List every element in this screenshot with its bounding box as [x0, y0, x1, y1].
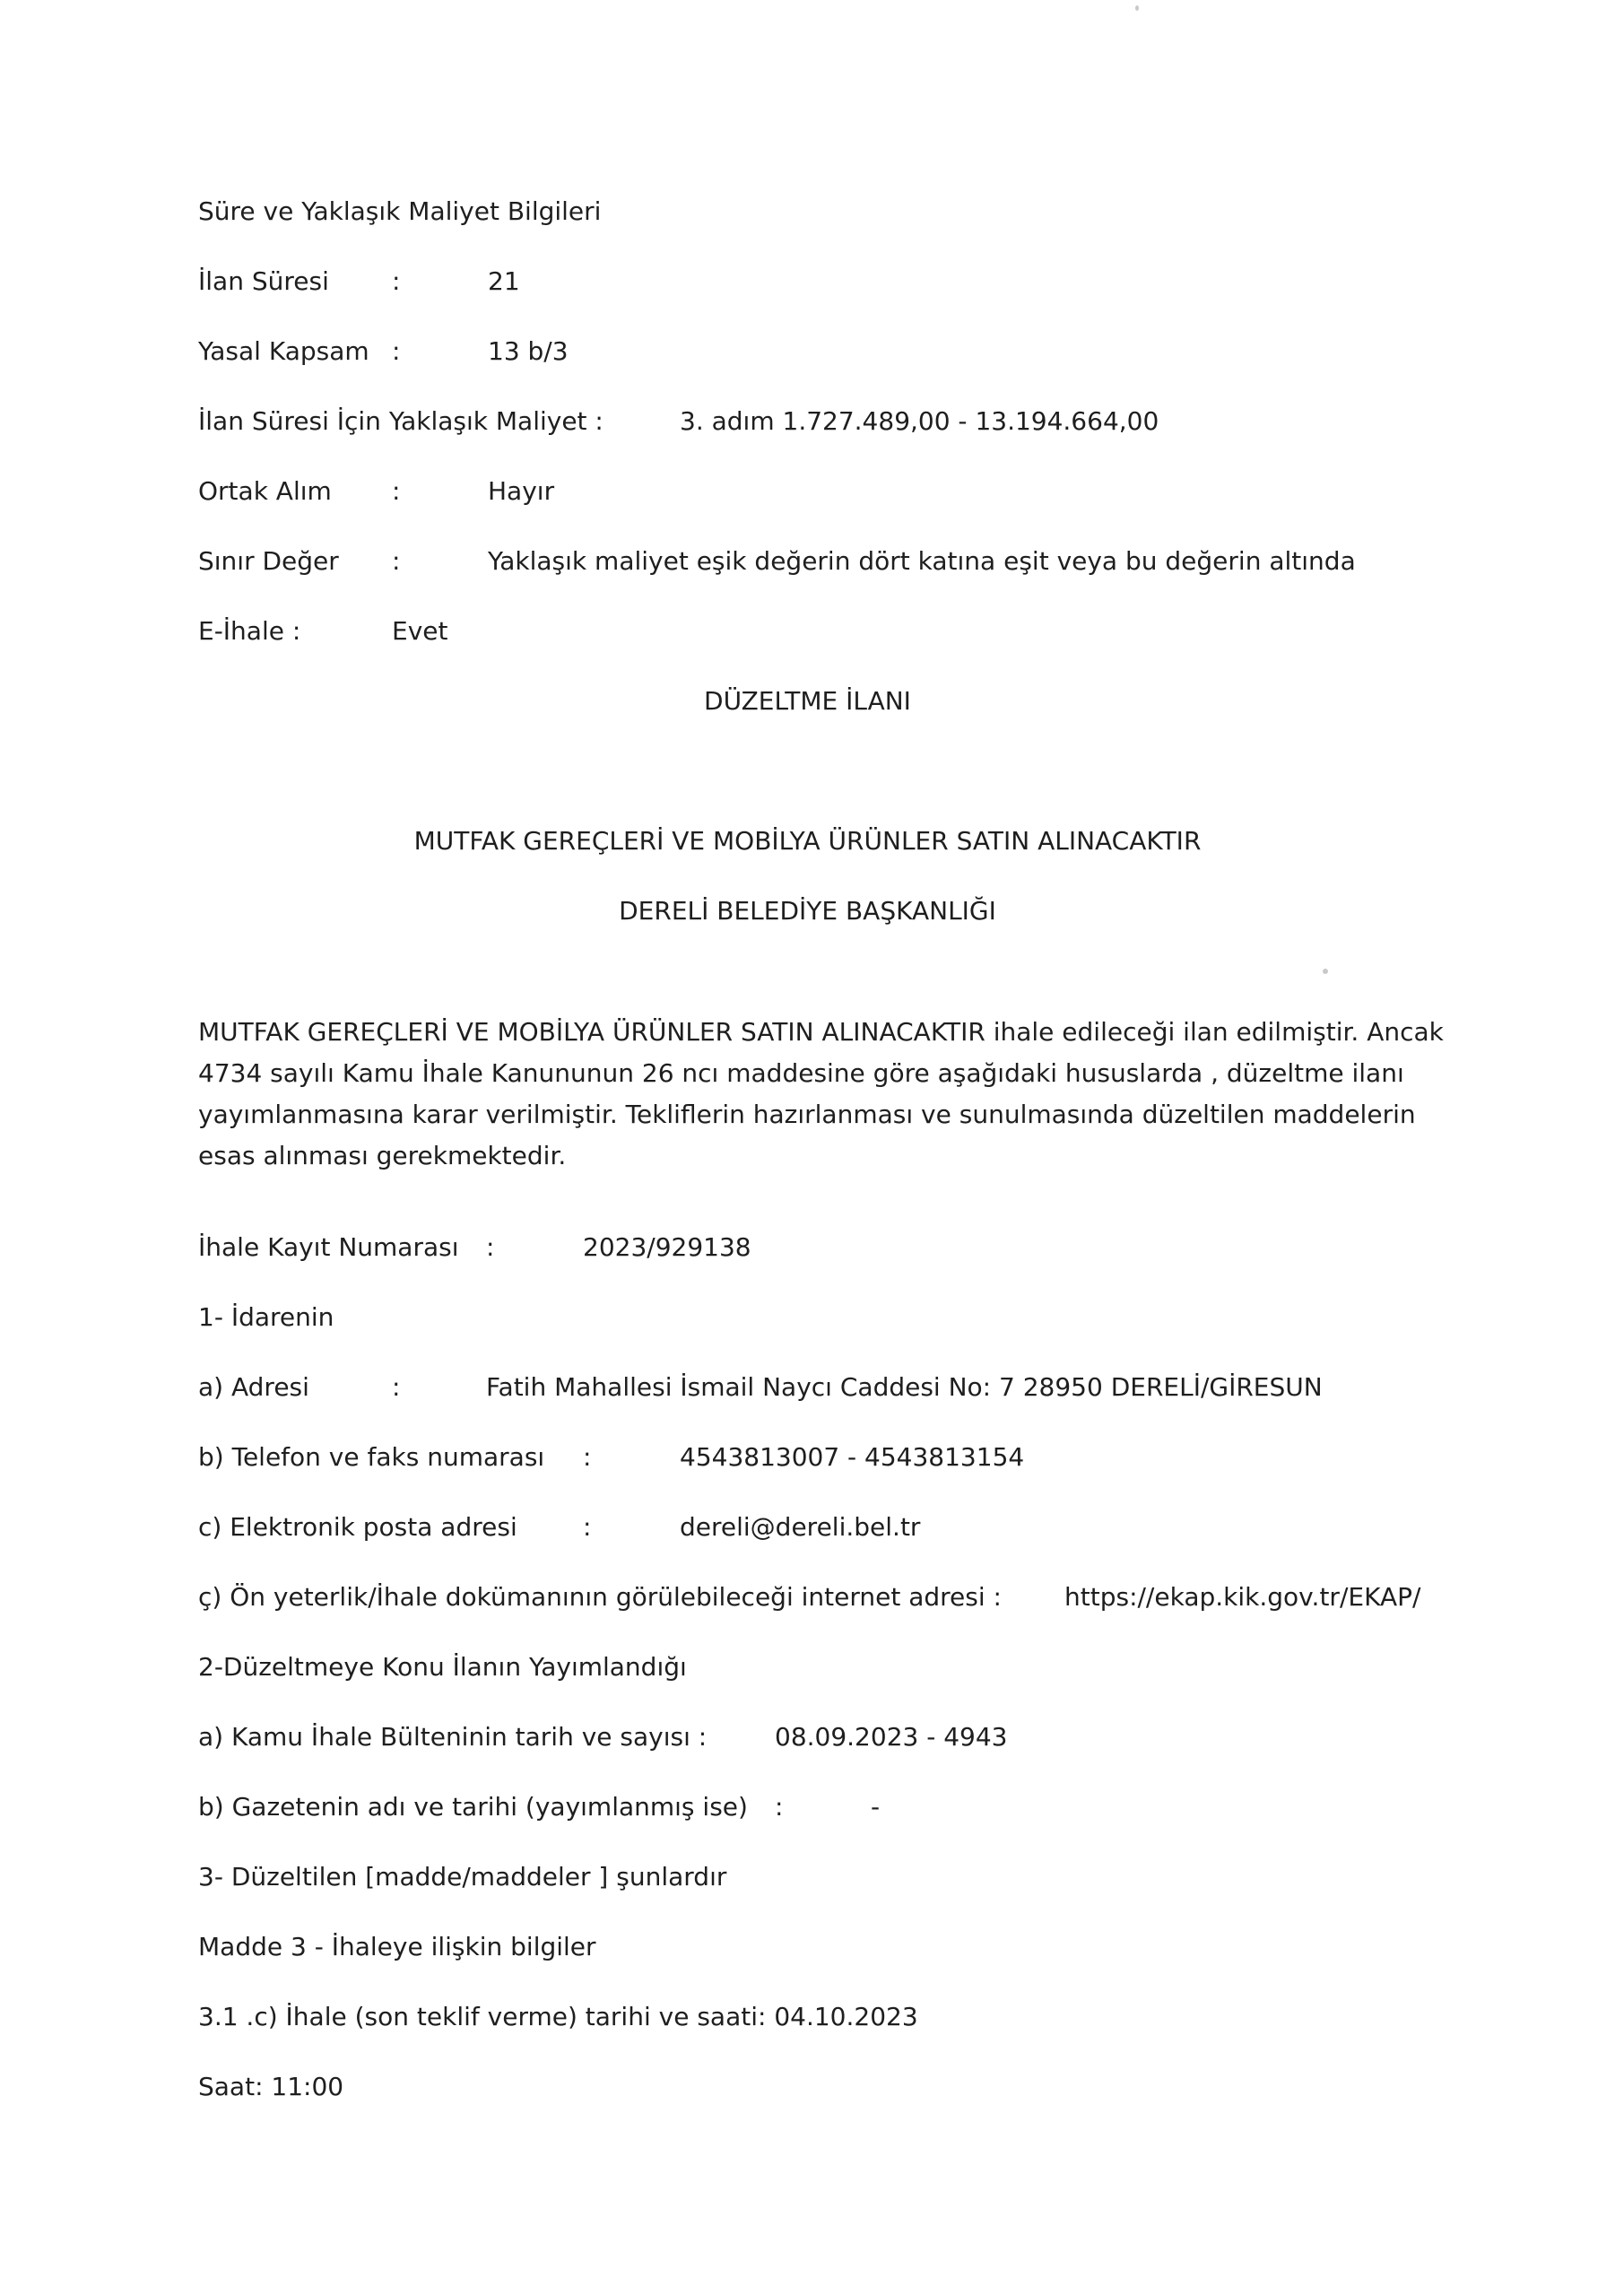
e-ihale-label: E-İhale :	[198, 616, 301, 646]
section-1-heading: 1- İdarenin	[198, 1302, 334, 1332]
sinir-deger-value: Yaklaşık maliyet eşik değerin dört katına eşit veya bu değerin altında	[488, 546, 1356, 576]
colon: :	[583, 1512, 592, 1542]
yasal-kapsam-label: Yasal Kapsam	[198, 336, 369, 366]
colon: :	[392, 266, 401, 296]
colon: :	[392, 476, 401, 506]
colon: :	[392, 336, 401, 366]
gazete-value: -	[871, 1792, 881, 1822]
kayit-label: İhale Kayıt Numarası	[198, 1232, 459, 1262]
e-ihale-value: Evet	[392, 616, 448, 646]
ilan-suresi-label: İlan Süresi	[198, 266, 329, 296]
section-3-heading: 3- Düzeltilen [madde/maddeler ] şunlardır	[198, 1862, 727, 1892]
yaklasik-maliyet-value: 3. adım 1.727.489,00 - 13.194.664,00	[680, 406, 1159, 436]
notice-authority: DERELİ BELEDİYE BAŞKANLIĞI	[619, 896, 996, 926]
adres-value: Fatih Mahallesi İsmail Naycı Caddesi No: 7 28950 DERELİ/GİRESUN	[486, 1372, 1323, 1402]
ortak-alim-value: Hayır	[488, 476, 555, 506]
ilan-suresi-value: 21	[488, 266, 520, 296]
scan-speck	[1323, 969, 1328, 974]
ihale-tarih-line: 3.1 .c) İhale (son teklif verme) tarihi ve saati: 04.10.2023	[198, 2002, 918, 2031]
notice-heading: DÜZELTME İLANI	[704, 686, 911, 716]
scan-speck	[1135, 5, 1139, 11]
colon: :	[392, 1372, 401, 1402]
yaklasik-maliyet-label: İlan Süresi İçin Yaklaşık Maliyet :	[198, 406, 603, 436]
telefon-label: b) Telefon ve faks numarası	[198, 1442, 545, 1472]
yasal-kapsam-value: 13 b/3	[488, 336, 569, 366]
notice-intro: MUTFAK GEREÇLERİ VE MOBİLYA ÜRÜNLER SATIN ALINACAKTIR ihale edileceği ilan edilmiştir. Ancak 4734 sayılı Kamu İhale Kanununun 26 ncı maddesine göre aşağıdaki hususlarda , düzeltme ilanı yayımlanmasına karar verilmiştir. Tekliflerin hazırlanması ve sunulmasında düzeltilen maddelerin esas alınması gerekmektedir.	[198, 1017, 1444, 1170]
kayit-value: 2023/929138	[583, 1232, 751, 1262]
colon: :	[583, 1442, 592, 1472]
colon: :	[392, 546, 401, 576]
sinir-deger-label: Sınır Değer	[198, 546, 339, 576]
madde-3-heading: Madde 3 - İhaleye ilişkin bilgiler	[198, 1932, 596, 1961]
colon: :	[775, 1792, 784, 1822]
section-2-heading: 2-Düzeltmeye Konu İlanın Yayımlandığı	[198, 1652, 687, 1682]
notice-subject: MUTFAK GEREÇLERİ VE MOBİLYA ÜRÜNLER SATIN ALINACAKTIR	[413, 826, 1202, 856]
bulten-value: 08.09.2023 - 4943	[775, 1722, 1008, 1752]
ortak-alim-label: Ortak Alım	[198, 476, 332, 506]
internet-value[interactable]: https://ekap.kik.gov.tr/EKAP/	[1064, 1582, 1421, 1612]
eposta-label: c) Elektronik posta adresi	[198, 1512, 517, 1542]
telefon-value: 4543813007 - 4543813154	[680, 1442, 1025, 1472]
colon: :	[486, 1232, 495, 1262]
internet-label: ç) Ön yeterlik/İhale dokümanının görülebileceği internet adresi :	[198, 1582, 1002, 1612]
eposta-value: dereli@dereli.bel.tr	[680, 1512, 921, 1542]
ihale-saat-line: Saat: 11:00	[198, 2072, 344, 2101]
adres-label: a) Adresi	[198, 1372, 309, 1402]
gazete-label: b) Gazetenin adı ve tarihi (yayımlanmış ise)	[198, 1792, 748, 1822]
bulten-label: a) Kamu İhale Bülteninin tarih ve sayısı :	[198, 1722, 708, 1752]
section-title: Süre ve Yaklaşık Maliyet Bilgileri	[198, 196, 602, 226]
